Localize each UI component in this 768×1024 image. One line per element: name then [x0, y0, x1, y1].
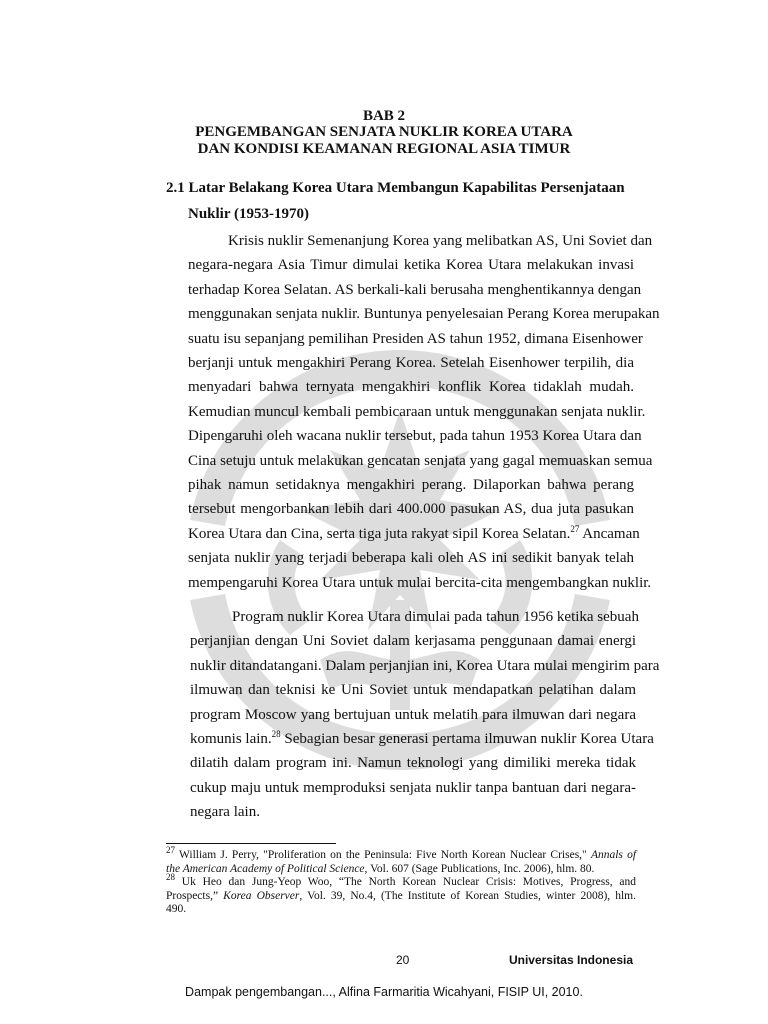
university-name: Universitas Indonesia	[508, 953, 633, 967]
footnote-ref-27[interactable]: 27	[570, 523, 580, 534]
footnote-text: , Vol. 39, No.4, (The Institute of Korean Studies, winter 2008), hlm.	[299, 889, 637, 902]
footnote-27-line2	[166, 863, 636, 877]
paragraph-line: negara-negara Asia Timur dimulai ketika Korea Utara melakukan invasi	[188, 257, 634, 274]
paragraph-line: cukup maju untuk memproduksi senjata nuklir tanpa bantuan dari negara-	[190, 779, 636, 796]
journal-title: the American Academy of Political Science	[166, 862, 365, 875]
journal-title: Annals of	[590, 849, 637, 861]
paragraph-line: mempengaruhi Korea Utara untuk mulai bercita-cita mengembangkan nuklir.	[188, 574, 652, 591]
section-heading-line2: Nuklir (1953-1970)	[188, 206, 309, 222]
line-text: Ancaman	[579, 525, 640, 542]
paragraph-line: Dipengaruhi oleh wacana nuklir tersebut, pada tahun 1953 Korea Utara dan	[188, 428, 642, 445]
line-text: Sebagian besar generasi pertama ilmuwan nuklir Korea Utara	[280, 731, 654, 748]
section-heading-line1: 2.1 Latar Belakang Korea Utara Membangun Kapabilitas Persenjataan	[166, 180, 625, 196]
paragraph-line: terhadap Korea Selatan. AS berkali-kali berusaha menghentikannya dengan	[188, 281, 642, 298]
paragraph-line: Krisis nuklir Semenanjung Korea yang melibatkan AS, Uni Soviet dan	[228, 233, 653, 249]
paragraph-line: program Moscow yang bertujuan untuk melatih para ilmuwan dari negara	[190, 706, 636, 723]
citation-footer: Dampak pengembangan..., Alfina Farmaritia Wicahyani, FISIP UI, 2010.	[185, 985, 583, 999]
footnote-27-line1	[166, 845, 637, 863]
footnote-mark-28: 28	[166, 872, 175, 883]
paragraph-line: ilmuwan dan teknisi ke Uni Soviet untuk mendapatkan pelatihan dalam	[190, 682, 636, 699]
footnote-separator	[166, 843, 336, 844]
paragraph-line: suatu isu sepanjang pemilihan Presiden AS tahun 1952, dimana Eisenhower	[188, 330, 643, 347]
paragraph-line: nuklir ditandatangani. Dalam perjanjian ini, Korea Utara mulai mengirim para	[190, 657, 660, 674]
journal-title: Korea Observer	[223, 889, 300, 902]
paragraph-line-with-ref	[188, 522, 640, 546]
paragraph-line: Cina setuju untuk melakukan gencatan senjata yang gagal memuaskan semua	[188, 452, 653, 469]
chapter-number: BAB 2	[362, 108, 406, 124]
paragraph-line: dilatih dalam program ini. Namun teknologi yang dimiliki mereka tidak	[190, 755, 636, 772]
paragraph-line: perjanjian dengan Uni Soviet dalam kerjasama penggunaan damai energi	[190, 633, 636, 650]
footnote-text: Uk Heo dan Jung-Yeop Woo, “The North Korean Nuclear Crisis: Motives, Progress, and	[175, 876, 636, 888]
footnote-28-line2	[166, 890, 636, 904]
paragraph-line: berjanji untuk mengakhiri Perang Korea. Setelah Eisenhower terpilih, dia	[188, 355, 634, 372]
paragraph-line: pihak namun setidaknya mengakhiri perang. Dilaporkan bahwa perang	[188, 477, 634, 494]
paragraph-line: negara lain.	[190, 804, 260, 821]
footnote-mark-27: 27	[166, 845, 175, 856]
paragraph-2	[190, 605, 660, 825]
paragraph-1	[188, 229, 660, 595]
paragraph-line: Kemudian muncul kembali pembicaraan untuk menggunakan senjata nuklir.	[188, 403, 646, 420]
chapter-title-line2: DAN KONDISI KEAMANAN REGIONAL ASIA TIMUR	[197, 141, 571, 157]
line-text: Korea Utara dan Cina, serta tiga juta rakyat sipil Korea Selatan.	[188, 525, 571, 542]
chapter-title-line1: PENGEMBANGAN SENJATA NUKLIR KOREA UTARA	[195, 124, 573, 140]
paragraph-line: senjata nuklir yang terjadi beberapa kali oleh AS ini sedikit banyak telah	[188, 550, 634, 567]
footnote-text: William J. Perry, "Proliferation on the Peninsula: Five North Korean Nuclear Crises,"	[175, 849, 591, 861]
paragraph-line-with-ref	[190, 727, 654, 751]
footnote-28-line1	[166, 872, 636, 890]
footnote-text: , Vol. 607 (Sage Publications, Inc. 2006), hlm. 80.	[364, 862, 595, 875]
page-number: 20	[396, 953, 410, 967]
paragraph-line: tersebut mengorbankan lebih dari 400.000 pasukan AS, dua juta pasukan	[188, 501, 634, 518]
footnotes	[166, 845, 637, 917]
paragraph-line: menyadari bahwa ternyata mengakhiri konflik Korea tidaklah mudah.	[188, 379, 634, 396]
footnote-text: Prospects,”	[166, 889, 224, 902]
footnote-ref-28[interactable]: 28	[271, 729, 281, 740]
line-text: komunis lain.	[190, 731, 272, 748]
paragraph-line: Program nuklir Korea Utara dimulai pada tahun 1956 ketika sebuah	[232, 609, 639, 625]
footnote-28-line3: 490.	[166, 903, 187, 915]
paragraph-line: menggunakan senjata nuklir. Buntunya penyelesaian Perang Korea merupakan	[188, 306, 660, 323]
